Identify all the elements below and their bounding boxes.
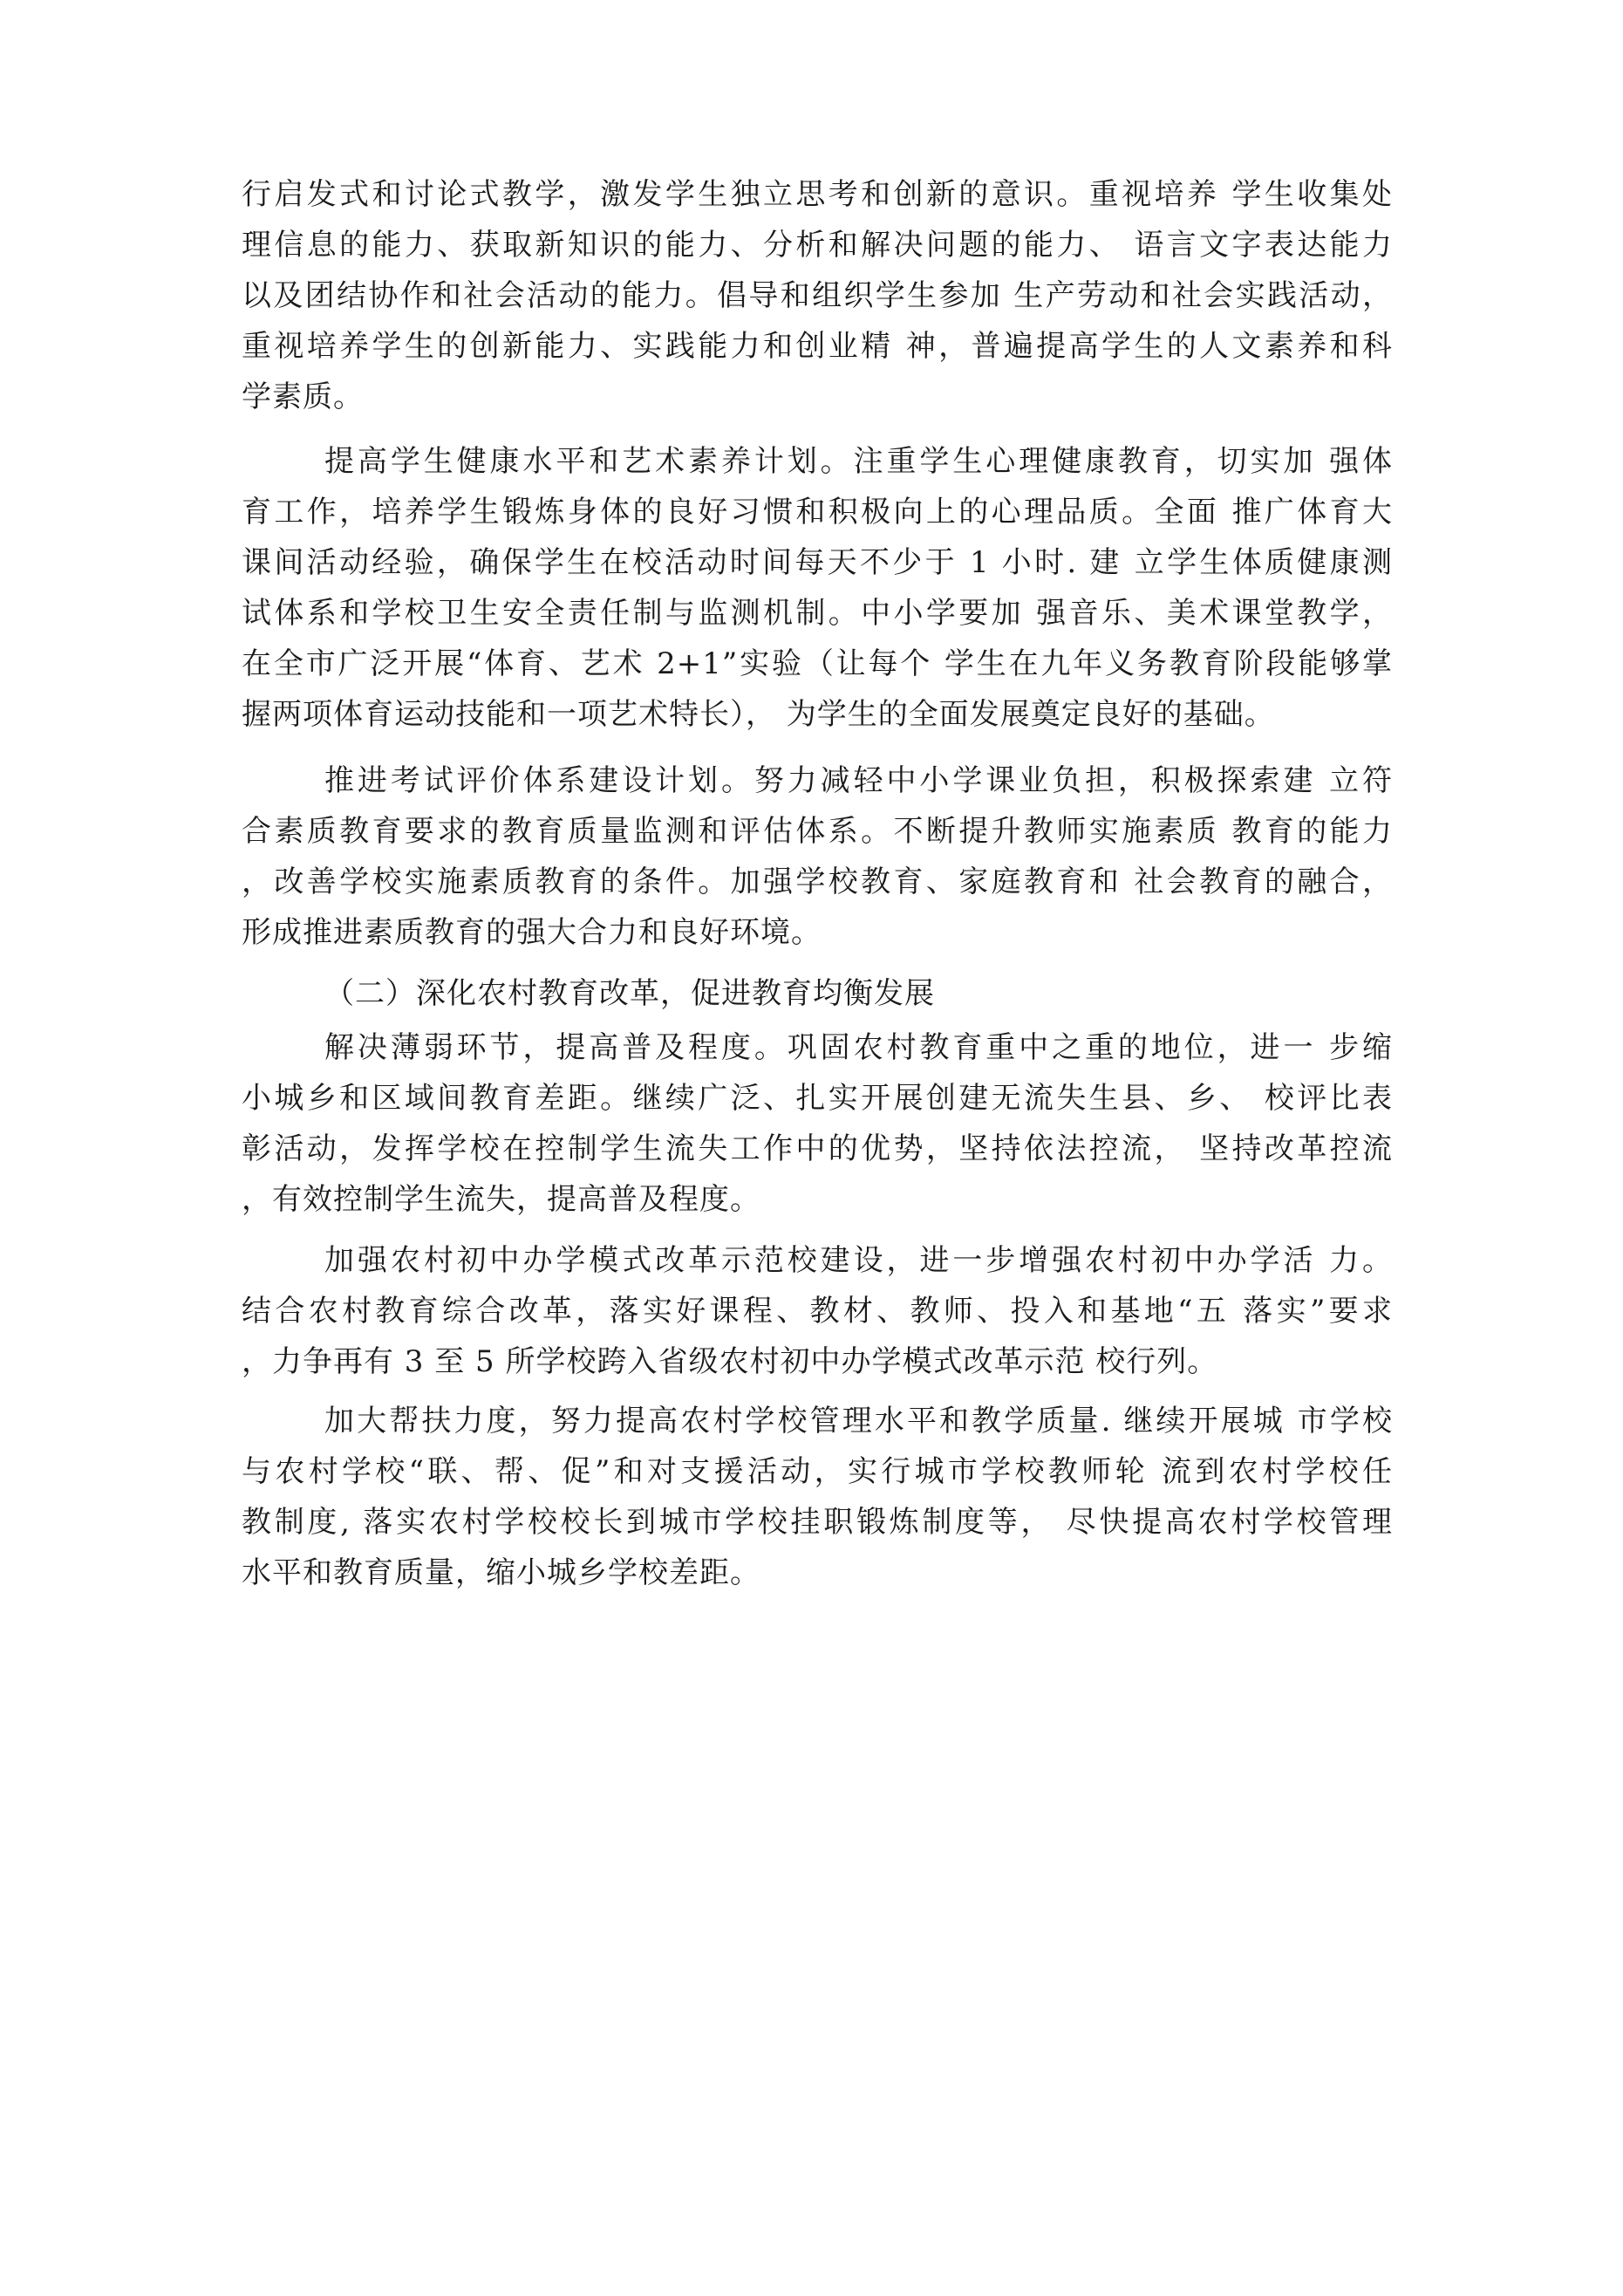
text-line: 加大帮扶力度，努力提高农村学校管理水平和教学质量. 继续开展城 市学校: [324, 1404, 1393, 1438]
text-line: 课间活动经验，确保学生在校活动时间每天不少于 1 小时. 建 立学生体质健康测: [242, 545, 1393, 580]
heading-text: （二）深化农村教育改革，促进教育均衡发展: [324, 976, 935, 1011]
text-line: 学素质。: [242, 379, 364, 414]
text-line: ，有效控制学生流失，提高普及程度。: [242, 1182, 760, 1217]
text-line: 育工作，培养学生锻炼身体的良好习惯和积极向上的心理品质。全面 推广体育大: [242, 495, 1393, 530]
text-line: 教制度, 落实农村学校校长到城市学校挂职锻炼制度等， 尽快提高农村学校管理: [242, 1505, 1393, 1540]
text-line: 加强农村初中办学模式改革示范校建设，进一步增强农村初中办学活 力。: [324, 1243, 1393, 1278]
text-line: 试体系和学校卫生安全责任制与监测机制。中小学要加 强音乐、美术课堂教学，: [242, 596, 1393, 631]
text-line: 与农村学校“联、帮、促”和对支援活动，实行城市学校教师轮 流到农村学校任: [242, 1454, 1393, 1489]
text-line: 小城乡和区域间教育差距。继续广泛、扎实开展创建无流失生县、乡、 校评比表: [242, 1081, 1393, 1116]
text-line: 结合农村教育综合改革，落实好课程、教材、教师、投入和基地“五 落实”要求: [242, 1294, 1393, 1329]
text-line: 解决薄弱环节，提高普及程度。巩固农村教育重中之重的地位，进一 步缩: [324, 1030, 1393, 1065]
text-line: 重视培养学生的创新能力、实践能力和创业精 神，普遍提高学生的人文素养和科: [242, 329, 1393, 364]
text-line: 推进考试评价体系建设计划。努力减轻中小学课业负担，积极探索建 立符: [324, 763, 1393, 798]
paragraph-4: [242, 1022, 1393, 1225]
text-line: 以及团结协作和社会活动的能力。倡导和组织学生参加 生产劳动和社会实践活动，: [242, 278, 1393, 313]
text-line: 行启发式和讨论式教学，激发学生独立思考和创新的意识。重视培养 学生收集处: [242, 177, 1393, 212]
paragraph-5: [242, 1235, 1393, 1387]
text-line: 在全市广泛开展“体育、艺术 2+1”实验（让每个 学生在九年义务教育阶段能够掌: [242, 646, 1393, 681]
paragraph-1: [242, 169, 1393, 422]
text-line: 彰活动，发挥学校在控制学生流失工作中的优势，坚持依法控流， 坚持改革控流: [242, 1131, 1393, 1166]
paragraph-6: [242, 1396, 1393, 1598]
paragraph-3: [242, 755, 1393, 958]
text-line: 握两项体育运动技能和一项艺术特长）， 为学生的全面发展奠定良好的基础。: [242, 697, 1275, 732]
text-line: 合素质教育要求的教育质量监测和评估体系。不断提升教师实施素质 教育的能力: [242, 814, 1393, 849]
section-heading: [242, 968, 1393, 1019]
text-line: 提高学生健康水平和艺术素养计划。注重学生心理健康教育，切实加 强体: [324, 444, 1393, 479]
text-line: ，改善学校实施素质教育的条件。加强学校教育、家庭教育和 社会教育的融合，: [242, 864, 1393, 899]
text-line: 理信息的能力、获取新知识的能力、分析和解决问题的能力、 语言文字表达能力: [242, 228, 1393, 263]
text-line: 水平和教育质量，缩小城乡学校差距。: [242, 1555, 760, 1590]
paragraph-2: [242, 436, 1393, 740]
text-line: 形成推进素质教育的强大合力和良好环境。: [242, 915, 822, 950]
text-line: ，力争再有 3 至 5 所学校跨入省级农村初中办学模式改革示范 校行列。: [242, 1344, 1218, 1379]
